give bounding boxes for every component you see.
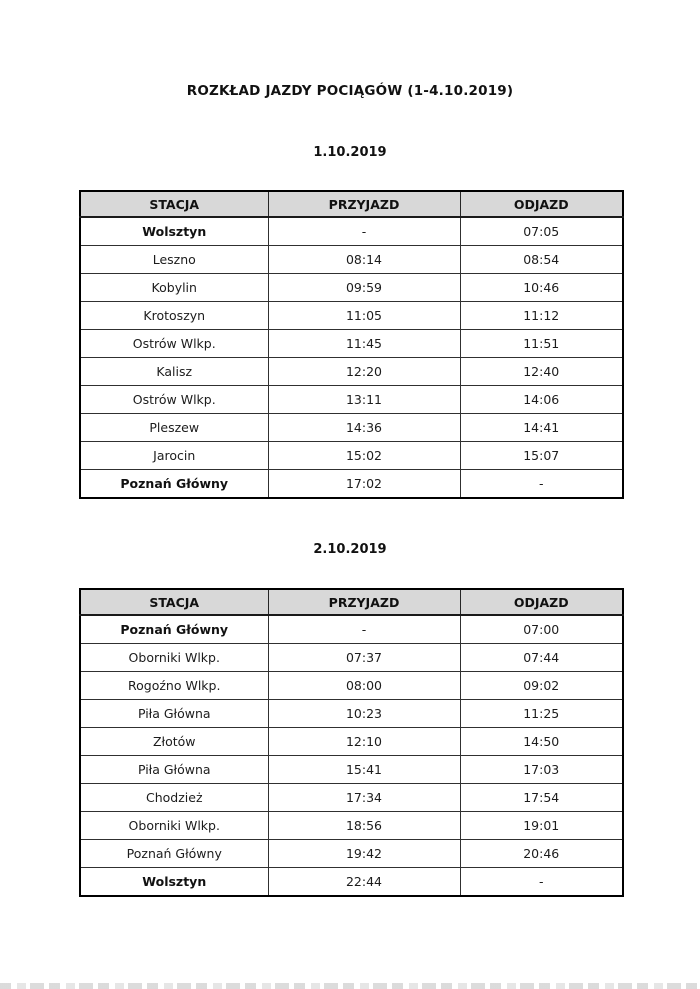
- cell-arrival: 11:05: [268, 302, 460, 330]
- table-header-row: [80, 589, 623, 615]
- table-row: [80, 728, 623, 756]
- cell-departure: 10:46: [460, 274, 623, 302]
- table-row: [80, 442, 623, 470]
- cell-arrival: 13:11: [268, 386, 460, 414]
- cell-station: Ostrów Wlkp.: [80, 386, 268, 414]
- cell-station: Rogoźno Wlkp.: [80, 672, 268, 700]
- cell-departure: 11:12: [460, 302, 623, 330]
- cell-departure: 09:02: [460, 672, 623, 700]
- cell-station: Poznań Główny: [80, 840, 268, 868]
- cell-arrival: 14:36: [268, 414, 460, 442]
- table-row: [80, 414, 623, 442]
- cell-departure: 11:25: [460, 700, 623, 728]
- cell-station: Kobylin: [80, 274, 268, 302]
- page-title: ROZKŁAD JAZDY POCIĄGÓW (1-4.10.2019): [186, 83, 514, 99]
- cell-arrival: -: [268, 217, 460, 246]
- cell-arrival: 15:41: [268, 756, 460, 784]
- cell-arrival: 12:10: [268, 728, 460, 756]
- cell-arrival: 17:34: [268, 784, 460, 812]
- cell-station: Wolsztyn: [80, 217, 268, 246]
- cell-arrival: 15:02: [268, 442, 460, 470]
- column-header-stacja: STACJA: [80, 589, 268, 615]
- cell-departure: 17:54: [460, 784, 623, 812]
- column-header-odjazd: ODJAZD: [460, 589, 623, 615]
- cell-arrival: 11:45: [268, 330, 460, 358]
- cell-arrival: 18:56: [268, 812, 460, 840]
- cell-station: Kalisz: [80, 358, 268, 386]
- cell-arrival: 22:44: [268, 868, 460, 897]
- cell-station: Krotoszyn: [80, 302, 268, 330]
- cell-departure: 14:41: [460, 414, 623, 442]
- cell-arrival: 12:20: [268, 358, 460, 386]
- table-row: [80, 386, 623, 414]
- cell-departure: 15:07: [460, 442, 623, 470]
- table-row: [80, 700, 623, 728]
- cell-station: Oborniki Wlkp.: [80, 812, 268, 840]
- column-header-odjazd: ODJAZD: [460, 191, 623, 217]
- column-header-przyjazd: PRZYJAZD: [268, 589, 460, 615]
- date-heading-2: 2.10.2019: [313, 542, 387, 557]
- cell-station: Pleszew: [80, 414, 268, 442]
- table-row: [80, 358, 623, 386]
- cell-arrival: 19:42: [268, 840, 460, 868]
- cell-station: Ostrów Wlkp.: [80, 330, 268, 358]
- cell-station: Oborniki Wlkp.: [80, 644, 268, 672]
- cell-departure: -: [460, 868, 623, 897]
- table-row: [80, 756, 623, 784]
- cell-departure: 19:01: [460, 812, 623, 840]
- table-row: [80, 330, 623, 358]
- cell-station: Złotów: [80, 728, 268, 756]
- cell-station: Leszno: [80, 246, 268, 274]
- cell-departure: 08:54: [460, 246, 623, 274]
- table-row: [80, 784, 623, 812]
- page-edge-cut-text-artifact: [0, 983, 700, 989]
- cell-station: Poznań Główny: [80, 470, 268, 499]
- table-row: [80, 302, 623, 330]
- cell-departure: 20:46: [460, 840, 623, 868]
- cell-arrival: 08:00: [268, 672, 460, 700]
- cell-arrival: 10:23: [268, 700, 460, 728]
- table-row: [80, 840, 623, 868]
- cell-departure: 07:44: [460, 644, 623, 672]
- column-header-stacja: STACJA: [80, 191, 268, 217]
- table-header-row: [80, 191, 623, 217]
- cell-arrival: 17:02: [268, 470, 460, 499]
- cell-arrival: 09:59: [268, 274, 460, 302]
- cell-station: Piła Główna: [80, 700, 268, 728]
- table-row: [80, 274, 623, 302]
- table-row: [80, 217, 623, 246]
- cell-station: Piła Główna: [80, 756, 268, 784]
- cell-departure: 07:05: [460, 217, 623, 246]
- cell-arrival: 07:37: [268, 644, 460, 672]
- timetable-table-1: [79, 190, 624, 499]
- cell-station: Jarocin: [80, 442, 268, 470]
- column-header-przyjazd: PRZYJAZD: [268, 191, 460, 217]
- table-row: [80, 246, 623, 274]
- cell-departure: 11:51: [460, 330, 623, 358]
- table-row: [80, 812, 623, 840]
- cell-departure: 14:50: [460, 728, 623, 756]
- cell-departure: -: [460, 470, 623, 499]
- table-row: [80, 868, 623, 897]
- cell-departure: 14:06: [460, 386, 623, 414]
- cell-departure: 12:40: [460, 358, 623, 386]
- cell-arrival: 08:14: [268, 246, 460, 274]
- timetable-table-2: [79, 588, 624, 897]
- cell-station: Poznań Główny: [80, 615, 268, 644]
- cell-departure: 07:00: [460, 615, 623, 644]
- cell-arrival: -: [268, 615, 460, 644]
- table-row: [80, 644, 623, 672]
- table-row: [80, 615, 623, 644]
- cell-station: Wolsztyn: [80, 868, 268, 897]
- cell-station: Chodzież: [80, 784, 268, 812]
- table-row: [80, 672, 623, 700]
- table-row: [80, 470, 623, 499]
- cell-departure: 17:03: [460, 756, 623, 784]
- date-heading-1: 1.10.2019: [313, 145, 387, 160]
